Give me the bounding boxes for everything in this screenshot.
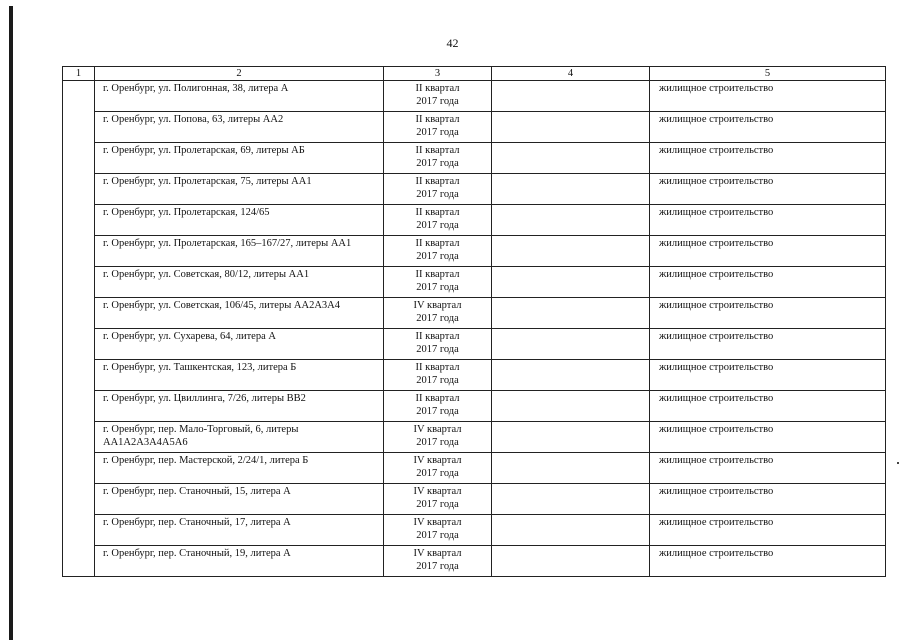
table-row <box>63 422 886 453</box>
period-quarter: II квартал <box>415 362 460 373</box>
table-row <box>63 453 886 484</box>
header-row <box>63 67 886 81</box>
address-cell: г. Оренбург, пер. Станочный, 19, литера А <box>95 546 384 577</box>
table-row <box>63 112 886 143</box>
row-number-cell <box>63 422 95 453</box>
period-year: 2017 года <box>416 468 459 479</box>
period-quarter: II квартал <box>415 176 460 187</box>
address-cell: г. Оренбург, ул. Советская, 80/12, литеры АА1 <box>95 267 384 298</box>
column4-cell <box>492 205 650 236</box>
permitted-use-cell: жилищное строительство <box>650 422 886 453</box>
permitted-use-cell: жилищное строительство <box>650 484 886 515</box>
column-header-2: 2 <box>95 67 384 81</box>
period-cell <box>384 143 492 174</box>
row-number-cell <box>63 143 95 174</box>
period-cell <box>384 298 492 329</box>
period-year: 2017 года <box>416 189 459 200</box>
permitted-use-cell: жилищное строительство <box>650 267 886 298</box>
land-plots-table <box>62 66 886 577</box>
column4-cell <box>492 391 650 422</box>
row-number-cell <box>63 515 95 546</box>
table-row <box>63 391 886 422</box>
period-cell <box>384 81 492 112</box>
column4-cell <box>492 360 650 391</box>
period-quarter: IV квартал <box>413 517 462 528</box>
permitted-use-cell: жилищное строительство <box>650 360 886 391</box>
page-number: 42 <box>446 36 459 50</box>
column4-cell <box>492 143 650 174</box>
table-row <box>63 81 886 112</box>
table-body <box>63 81 886 577</box>
permitted-use-cell: жилищное строительство <box>650 329 886 360</box>
row-number-cell <box>63 112 95 143</box>
table-row <box>63 546 886 577</box>
period-year: 2017 года <box>416 561 459 572</box>
period-cell <box>384 515 492 546</box>
row-number-cell <box>63 391 95 422</box>
permitted-use-cell: жилищное строительство <box>650 515 886 546</box>
column-header-4: 4 <box>492 67 650 81</box>
period-year: 2017 года <box>416 96 459 107</box>
period-quarter: IV квартал <box>413 548 462 559</box>
period-year: 2017 года <box>416 344 459 355</box>
column4-cell <box>492 453 650 484</box>
address-cell: г. Оренбург, пер. Мастерской, 2/24/1, литера Б <box>95 453 384 484</box>
permitted-use-cell: жилищное строительство <box>650 205 886 236</box>
table-row <box>63 484 886 515</box>
period-cell <box>384 422 492 453</box>
binding-edge <box>9 6 13 640</box>
period-quarter: IV квартал <box>413 486 462 497</box>
address-cell: г. Оренбург, ул. Пролетарская, 165–167/27, литеры АА1 <box>95 236 384 267</box>
table-row <box>63 267 886 298</box>
address-cell: г. Оренбург, ул. Полигонная, 38, литера А <box>95 81 384 112</box>
period-cell <box>384 112 492 143</box>
table-row <box>63 298 886 329</box>
table-row <box>63 515 886 546</box>
address-cell: г. Оренбург, ул. Ташкентская, 123, литера Б <box>95 360 384 391</box>
period-year: 2017 года <box>416 251 459 262</box>
period-quarter: II квартал <box>415 83 460 94</box>
permitted-use-cell: жилищное строительство <box>650 546 886 577</box>
address-cell: г. Оренбург, ул. Пролетарская, 124/65 <box>95 205 384 236</box>
row-number-cell <box>63 205 95 236</box>
scan-speck <box>897 462 899 464</box>
address-cell: г. Оренбург, ул. Пролетарская, 69, литеры АБ <box>95 143 384 174</box>
period-cell <box>384 267 492 298</box>
row-number-cell <box>63 236 95 267</box>
table-row <box>63 143 886 174</box>
column4-cell <box>492 267 650 298</box>
period-year: 2017 года <box>416 437 459 448</box>
address-cell: г. Оренбург, ул. Попова, 63, литеры АА2 <box>95 112 384 143</box>
row-number-cell <box>63 546 95 577</box>
permitted-use-cell: жилищное строительство <box>650 174 886 205</box>
permitted-use-cell: жилищное строительство <box>650 391 886 422</box>
period-quarter: IV квартал <box>413 424 462 435</box>
table-row <box>63 329 886 360</box>
row-number-cell <box>63 484 95 515</box>
period-cell <box>384 174 492 205</box>
column4-cell <box>492 422 650 453</box>
row-number-cell <box>63 267 95 298</box>
column4-cell <box>492 329 650 360</box>
period-quarter: IV квартал <box>413 300 462 311</box>
period-year: 2017 года <box>416 375 459 386</box>
period-quarter: II квартал <box>415 145 460 156</box>
column4-cell <box>492 81 650 112</box>
row-number-cell <box>63 298 95 329</box>
period-year: 2017 года <box>416 406 459 417</box>
period-quarter: II квартал <box>415 393 460 404</box>
period-cell <box>384 484 492 515</box>
period-cell <box>384 360 492 391</box>
table-row <box>63 360 886 391</box>
address-cell: г. Оренбург, ул. Цвиллинга, 7/26, литеры ВВ2 <box>95 391 384 422</box>
period-year: 2017 года <box>416 530 459 541</box>
column4-cell <box>492 546 650 577</box>
column4-cell <box>492 515 650 546</box>
column4-cell <box>492 236 650 267</box>
period-year: 2017 года <box>416 127 459 138</box>
period-year: 2017 года <box>416 499 459 510</box>
permitted-use-cell: жилищное строительство <box>650 143 886 174</box>
row-number-cell <box>63 329 95 360</box>
address-cell: г. Оренбург, ул. Пролетарская, 75, литеры АА1 <box>95 174 384 205</box>
permitted-use-cell: жилищное строительство <box>650 81 886 112</box>
address-cell: г. Оренбург, пер. Станочный, 15, литера А <box>95 484 384 515</box>
address-cell: г. Оренбург, пер. Мало-Торговый, 6, литеры АА1А2А3А4А5А6 <box>95 422 384 453</box>
table-row <box>63 205 886 236</box>
table-row <box>63 174 886 205</box>
column4-cell <box>492 112 650 143</box>
permitted-use-cell: жилищное строительство <box>650 298 886 329</box>
column4-cell <box>492 174 650 205</box>
period-quarter: II квартал <box>415 331 460 342</box>
row-number-cell <box>63 360 95 391</box>
column4-cell <box>492 298 650 329</box>
period-year: 2017 года <box>416 313 459 324</box>
address-cell: г. Оренбург, пер. Станочный, 17, литера А <box>95 515 384 546</box>
period-quarter: II квартал <box>415 269 460 280</box>
period-quarter: II квартал <box>415 114 460 125</box>
column-header-1: 1 <box>63 67 95 81</box>
period-year: 2017 года <box>416 282 459 293</box>
address-cell: г. Оренбург, ул. Сухарева, 64, литера А <box>95 329 384 360</box>
permitted-use-cell: жилищное строительство <box>650 112 886 143</box>
period-cell <box>384 546 492 577</box>
table-row <box>63 236 886 267</box>
period-quarter: II квартал <box>415 207 460 218</box>
column-header-3: 3 <box>384 67 492 81</box>
period-cell <box>384 453 492 484</box>
permitted-use-cell: жилищное строительство <box>650 453 886 484</box>
period-cell <box>384 236 492 267</box>
period-quarter: IV квартал <box>413 455 462 466</box>
period-quarter: II квартал <box>415 238 460 249</box>
period-cell <box>384 205 492 236</box>
permitted-use-cell: жилищное строительство <box>650 236 886 267</box>
period-year: 2017 года <box>416 158 459 169</box>
column-header-5: 5 <box>650 67 886 81</box>
row-number-cell <box>63 174 95 205</box>
period-cell <box>384 329 492 360</box>
address-cell: г. Оренбург, ул. Советская, 106/45, литеры АА2А3А4 <box>95 298 384 329</box>
column4-cell <box>492 484 650 515</box>
row-number-cell <box>63 453 95 484</box>
row-number-cell <box>63 81 95 112</box>
period-cell <box>384 391 492 422</box>
period-year: 2017 года <box>416 220 459 231</box>
